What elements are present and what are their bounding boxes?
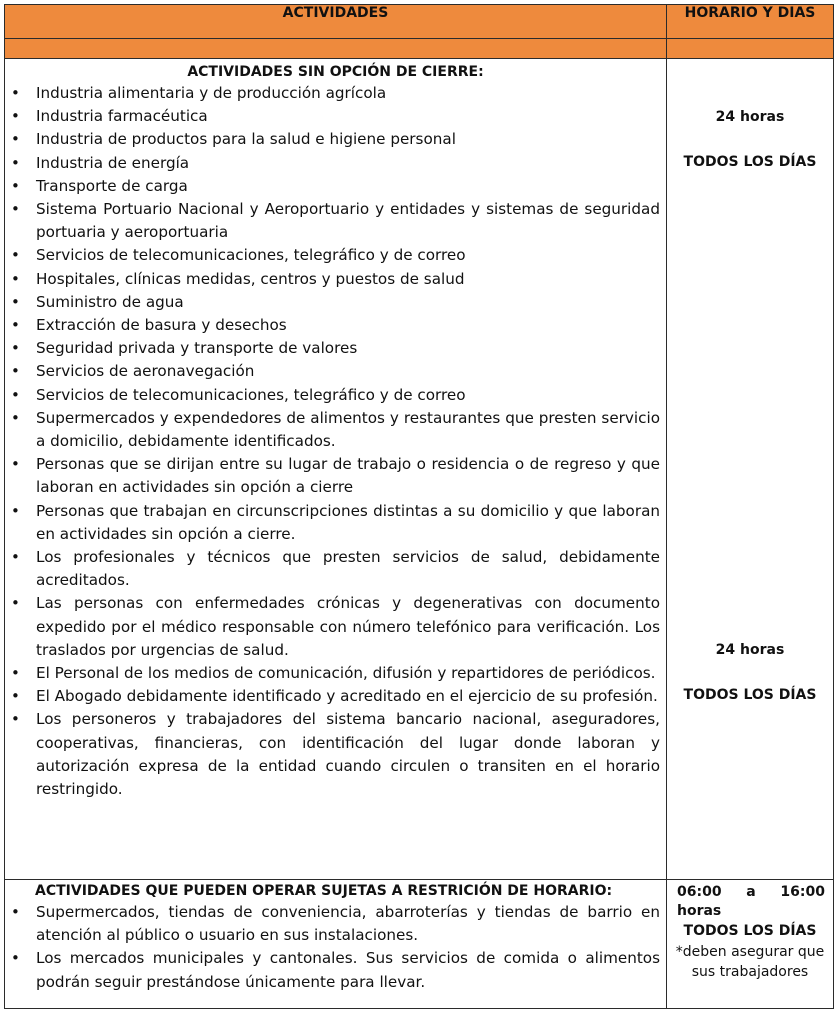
list-item: • Los mercados municipales y cantonales. Sus servicios de comida o alimentos podrán seguir prestándose únicamente para llevar.: [5, 947, 666, 993]
section2-title: ACTIVIDADES QUE PUEDEN OPERAR SUJETAS A RESTRICIÓN DE HORARIO:: [35, 883, 613, 899]
list-item: • Supermercados y expendedores de alimentos y restaurantes que presten servicio a domicilio, debidamente identificados.: [5, 407, 666, 453]
section1-schedule-a: [667, 107, 833, 172]
table-header-row: [5, 5, 834, 39]
schedule-days: TODOS LOS DÍAS: [683, 923, 817, 939]
list-item: • Industria farmacéutica: [5, 105, 666, 128]
list-item: • Servicios de telecomunicaciones, telegráfico y de correo: [5, 384, 666, 407]
list-item: • Industria alimentaria y de producción agrícola: [5, 82, 666, 105]
header-activities: ACTIVIDADES: [5, 5, 667, 39]
list-item: • Hospitales, clínicas medidas, centros y puestos de salud: [5, 268, 666, 291]
list-item: • Personas que trabajan en circunscripciones distintas a su domicilio y que laboran en actividades sin opción a cierre.: [5, 500, 666, 546]
section2-activities-cell: [5, 880, 667, 1009]
section2-list: [5, 901, 666, 994]
list-item: • Las personas con enfermedades crónicas y degenerativas con documento expedido por el médico responsable con número telefónico para verificación. Los traslados por urgencias de salud.: [5, 592, 666, 662]
list-item: • Suministro de agua: [5, 291, 666, 314]
list-item: • Transporte de carga: [5, 175, 666, 198]
section1-list: [5, 82, 666, 801]
schedule-sep: a: [746, 884, 756, 900]
list-item: • Supermercados, tiendas de conveniencia, abarroterías y tiendas de barrio en atención al público o usuario en sus instalaciones.: [5, 901, 666, 947]
activities-table: [4, 4, 834, 1009]
list-item: • Personas que se dirijan entre su lugar de trabajo o residencia o de regreso y que laboran en actividades sin opción a cierre: [5, 453, 666, 499]
schedule-hours: 24 horas: [715, 109, 785, 125]
section1-activities-cell: [5, 59, 667, 880]
schedule-note: *deben asegurar que sus trabajadores: [675, 944, 825, 980]
list-item: • Servicios de aeronavegación: [5, 360, 666, 383]
section1-title: ACTIVIDADES SIN OPCIÓN DE CIERRE:: [187, 64, 484, 80]
list-item: • Extracción de basura y desechos: [5, 314, 666, 337]
list-item: • Servicios de telecomunicaciones, telegráfico y de correo: [5, 244, 666, 267]
schedule-to: 16:00: [780, 884, 825, 900]
schedule-hours: 24 horas: [715, 642, 785, 658]
list-item: • Industria de energía: [5, 152, 666, 175]
section2-schedule-cell: [667, 880, 834, 1009]
list-item: • Seguridad privada y transporte de valores: [5, 337, 666, 360]
schedule-from: 06:00: [677, 884, 722, 900]
section1-row: [5, 59, 834, 880]
list-item: • Los personeros y trabajadores del sistema bancario nacional, aseguradores, cooperativas, financieras, con identificación del lugar donde laboran y autorización expresa de la entidad cuando circulen o transiten en el horario restringido.: [5, 708, 666, 801]
list-item: • Sistema Portuario Nacional y Aeroportuario y entidades y sistemas de seguridad portuaria y aeroportuaria: [5, 198, 666, 244]
table-header-spacer-row: [5, 39, 834, 59]
schedule-days: TODOS LOS DÍAS: [683, 154, 817, 170]
section2-row: [5, 880, 834, 1009]
list-item: • Los profesionales y técnicos que presten servicios de salud, debidamente acreditados.: [5, 546, 666, 592]
list-item: • Industria de productos para la salud e higiene personal: [5, 128, 666, 151]
list-item: • El Personal de los medios de comunicación, difusión y repartidores de periódicos.: [5, 662, 666, 685]
section1-schedule-b: [667, 640, 833, 705]
section1-schedule-cell: [667, 59, 834, 880]
schedule-unit: horas: [677, 903, 722, 919]
list-item: • El Abogado debidamente identificado y acreditado en el ejercicio de su profesión.: [5, 685, 666, 708]
header-schedule: HORARIO Y DIAS: [667, 5, 834, 39]
schedule-time-range: [667, 880, 833, 902]
schedule-days: TODOS LOS DÍAS: [683, 687, 817, 703]
